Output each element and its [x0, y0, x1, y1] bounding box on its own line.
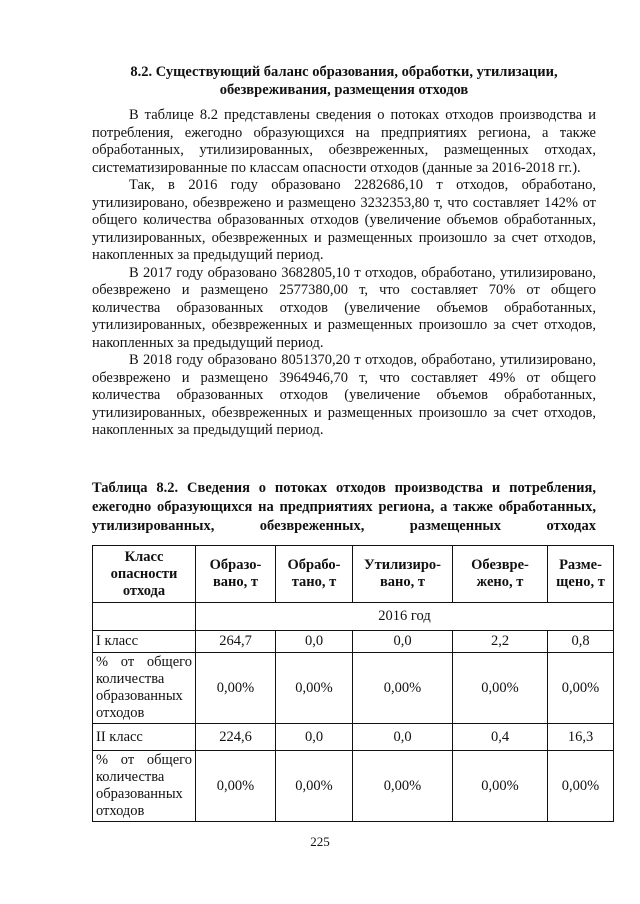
cell-generated: 264,7 — [196, 631, 276, 653]
cell-processed: 0,00% — [276, 653, 353, 724]
cell-class: % от общего количества образованных отходов — [93, 653, 196, 724]
cell-class: II класс — [93, 724, 196, 751]
waste-flow-table — [92, 545, 614, 822]
cell-processed: 0,0 — [276, 724, 353, 751]
paragraph-intro: В таблице 8.2 представлены сведения о потоках отходов производства и потребления, ежегодно образующихся на предприятиях региона, а также обработанных, утилизированных, обезвреженных, размещенных отходах, систематизированные по классам опасности отходов (данные за 2016-2018 гг.). — [92, 107, 596, 176]
cell-generated: 224,6 — [196, 724, 276, 751]
table-row — [93, 724, 614, 751]
cell-neutralized: 0,00% — [453, 653, 548, 724]
header-neutralized: Обезвре-жено, т — [453, 546, 548, 603]
cell-placed: 0,00% — [548, 751, 614, 822]
year-label: 2016 год — [196, 603, 614, 631]
cell-placed: 0,00% — [548, 653, 614, 724]
body-text — [92, 107, 596, 440]
cell-processed: 0,0 — [276, 631, 353, 653]
paragraph-2018: В 2018 году образовано 8051370,20 т отходов, обработано, утилизировано, обезврежено и размещено 3964946,70 т, что составляет 49% от общего количества образованных отходов (увеличение объемов обработанных, утилизированных, обезвреженных и размещенных произошло за счет отходов, накопленных за предыдущий период. — [92, 352, 596, 438]
cell-processed: 0,00% — [276, 751, 353, 822]
header-processed: Обрабо-тано, т — [276, 546, 353, 603]
year-row-blank — [93, 603, 196, 631]
page-number: 225 — [310, 834, 330, 849]
cell-neutralized: 0,4 — [453, 724, 548, 751]
cell-placed: 16,3 — [548, 724, 614, 751]
cell-generated: 0,00% — [196, 751, 276, 822]
cell-utilized: 0,00% — [353, 751, 453, 822]
table-row — [93, 653, 614, 724]
paragraph-2016: Так, в 2016 году образовано 2282686,10 т отходов, обработано, утилизировано, обезврежено и размещено 3232353,80 т, что составляет 142% от общего количества образованных отходов (увеличение объемов обработанных, утилизированных, обезвреженных и размещенных произошло за счет отходов, накопленных за предыдущий период. — [92, 177, 596, 263]
cell-placed: 0,8 — [548, 631, 614, 653]
header-hazard-class: Класс опасности отхода — [93, 546, 196, 603]
cell-neutralized: 0,00% — [453, 751, 548, 822]
paragraph-2017: В 2017 году образовано 3682805,10 т отходов, обработано, утилизировано, обезврежено и размещено 2577380,00 т, что составляет 70% от общего количества образованных отходов (увеличение объемов обработанных, утилизированных, обезвреженных и размещенных произошло за счет отходов, накопленных за предыдущий период. — [92, 264, 596, 351]
table-row — [93, 751, 614, 822]
section-heading-line-1: 8.2. Существующий баланс образования, обработки, утилизации, — [130, 64, 558, 80]
cell-utilized: 0,0 — [353, 631, 453, 653]
year-row — [93, 603, 614, 631]
section-heading — [92, 63, 596, 99]
cell-generated: 0,00% — [196, 653, 276, 724]
cell-utilized: 0,0 — [353, 724, 453, 751]
section-heading-line-2: обезвреживания, размещения отходов — [219, 82, 469, 98]
table-header-row — [93, 546, 614, 603]
cell-neutralized: 2,2 — [453, 631, 548, 653]
header-placed: Разме-щено, т — [548, 546, 614, 603]
cell-class: I класс — [93, 631, 196, 653]
table-caption: Таблица 8.2. Сведения о потоках отходов производства и потребления, ежегодно образующихся на предприятиях региона, а также обработанных, утилизированных, обезвреженных, размещенных отходах — [92, 480, 596, 534]
table-row — [93, 631, 614, 653]
cell-utilized: 0,00% — [353, 653, 453, 724]
header-generated: Образо-вано, т — [196, 546, 276, 603]
header-utilized: Утилизиро-вано, т — [353, 546, 453, 603]
cell-class: % от общего количества образованных отходов — [93, 751, 196, 822]
